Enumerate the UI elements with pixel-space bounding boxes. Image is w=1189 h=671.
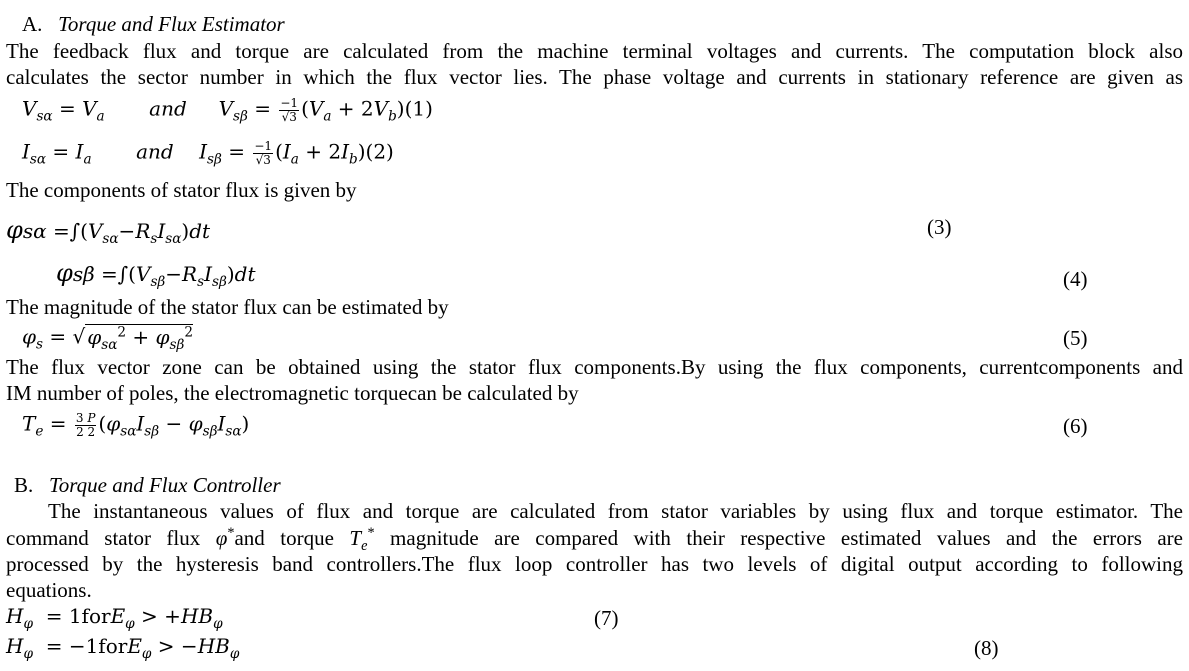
section-a-letter: A. <box>22 12 43 36</box>
paragraph-line: IM number of poles, the electromagnetic torquecan be calculated by <box>6 381 579 405</box>
paragraph-line: calculates the sector number in which the flux vector lies. The phase voltage and currents in stationary reference are given as <box>6 65 1183 89</box>
equation-6-number: (6) <box>1063 414 1088 438</box>
equation-7: $H_\varphi$ = 1forE$_\varphi$ > $+HB_\varphi$ <box>6 604 223 632</box>
section-b-heading <box>14 473 281 498</box>
section-a-title: Torque and Flux Estimator <box>58 12 285 36</box>
paragraph-line: The components of stator flux is given by <box>6 178 357 202</box>
paragraph-line-inline-math: command stator flux φ*and torque $T_e^*$ magnitude are compared with their respective estimated values and the errors are <box>6 525 1183 555</box>
equation-6: $T_e$ = $\frac{3 P}{2 2}$ $(\varphi_{s\alpha}I_{s\beta} - \varphi_{s\beta}I_{s\alpha})$ <box>22 411 250 440</box>
and-word: and <box>136 139 174 164</box>
equation-2-number: (2) <box>365 139 394 164</box>
equation-8-number: (8) <box>974 636 999 660</box>
for-word: for <box>81 604 111 628</box>
section-a-heading <box>22 12 285 37</box>
equation-3-number: (3) <box>927 215 952 239</box>
for-word: for <box>98 634 128 658</box>
section-b-title: Torque and Flux Controller <box>49 473 281 497</box>
paragraph-line: The feedback flux and torque are calculated from the machine terminal voltages and currents. The computation block also <box>6 39 1183 63</box>
paragraph-line: The magnitude of the stator flux can be estimated by <box>6 295 449 319</box>
equation-4: $\varphi s\beta =\int(V_{s\beta}-R_sI_{s\beta})dt$ <box>56 259 256 290</box>
equation-1: $V_{s\alpha} = V_a$ and $V_{s\beta}$ = $\frac{-1}{√3}$ $(V_a + 2V_b)(1)$ <box>22 96 433 125</box>
paragraph-line: processed by the hysteresis band controllers.The flux loop controller has two levels of digital output according to following <box>6 552 1183 576</box>
paragraph-line: The flux vector zone can be obtained using the stator flux components.By using the flux components, currentcomponents and <box>6 355 1183 379</box>
equation-2: $I_{s\alpha} = I_a$ and $I_{s\beta}$ = $\frac{-1}{√3}$ $(I_a + 2I_b)(2)$ <box>22 139 394 168</box>
and-word: and <box>149 96 187 121</box>
equation-1-number: (1) <box>404 96 433 121</box>
equation-3: $\varphi s\alpha =\int(V_{s\alpha}-R_sI_{s\alpha})dt$ <box>6 216 211 247</box>
paragraph-line: equations. <box>6 578 92 602</box>
section-b-letter: B. <box>14 473 34 497</box>
equation-7-number: (7) <box>594 606 619 630</box>
equation-5-number: (5) <box>1063 326 1088 350</box>
equation-4-number: (4) <box>1063 267 1088 291</box>
equation-8: $H_\varphi$ = −1forE$_\varphi$ > $-HB_\varphi$ <box>6 634 240 662</box>
equation-5: $\varphi_s$ = √ $\varphi_{s\alpha}^2 + \varphi_{s\beta}^2$ <box>22 324 194 353</box>
paragraph-line: The instantaneous values of flux and torque are calculated from stator variables by using flux and torque estimator. The <box>48 499 1183 523</box>
